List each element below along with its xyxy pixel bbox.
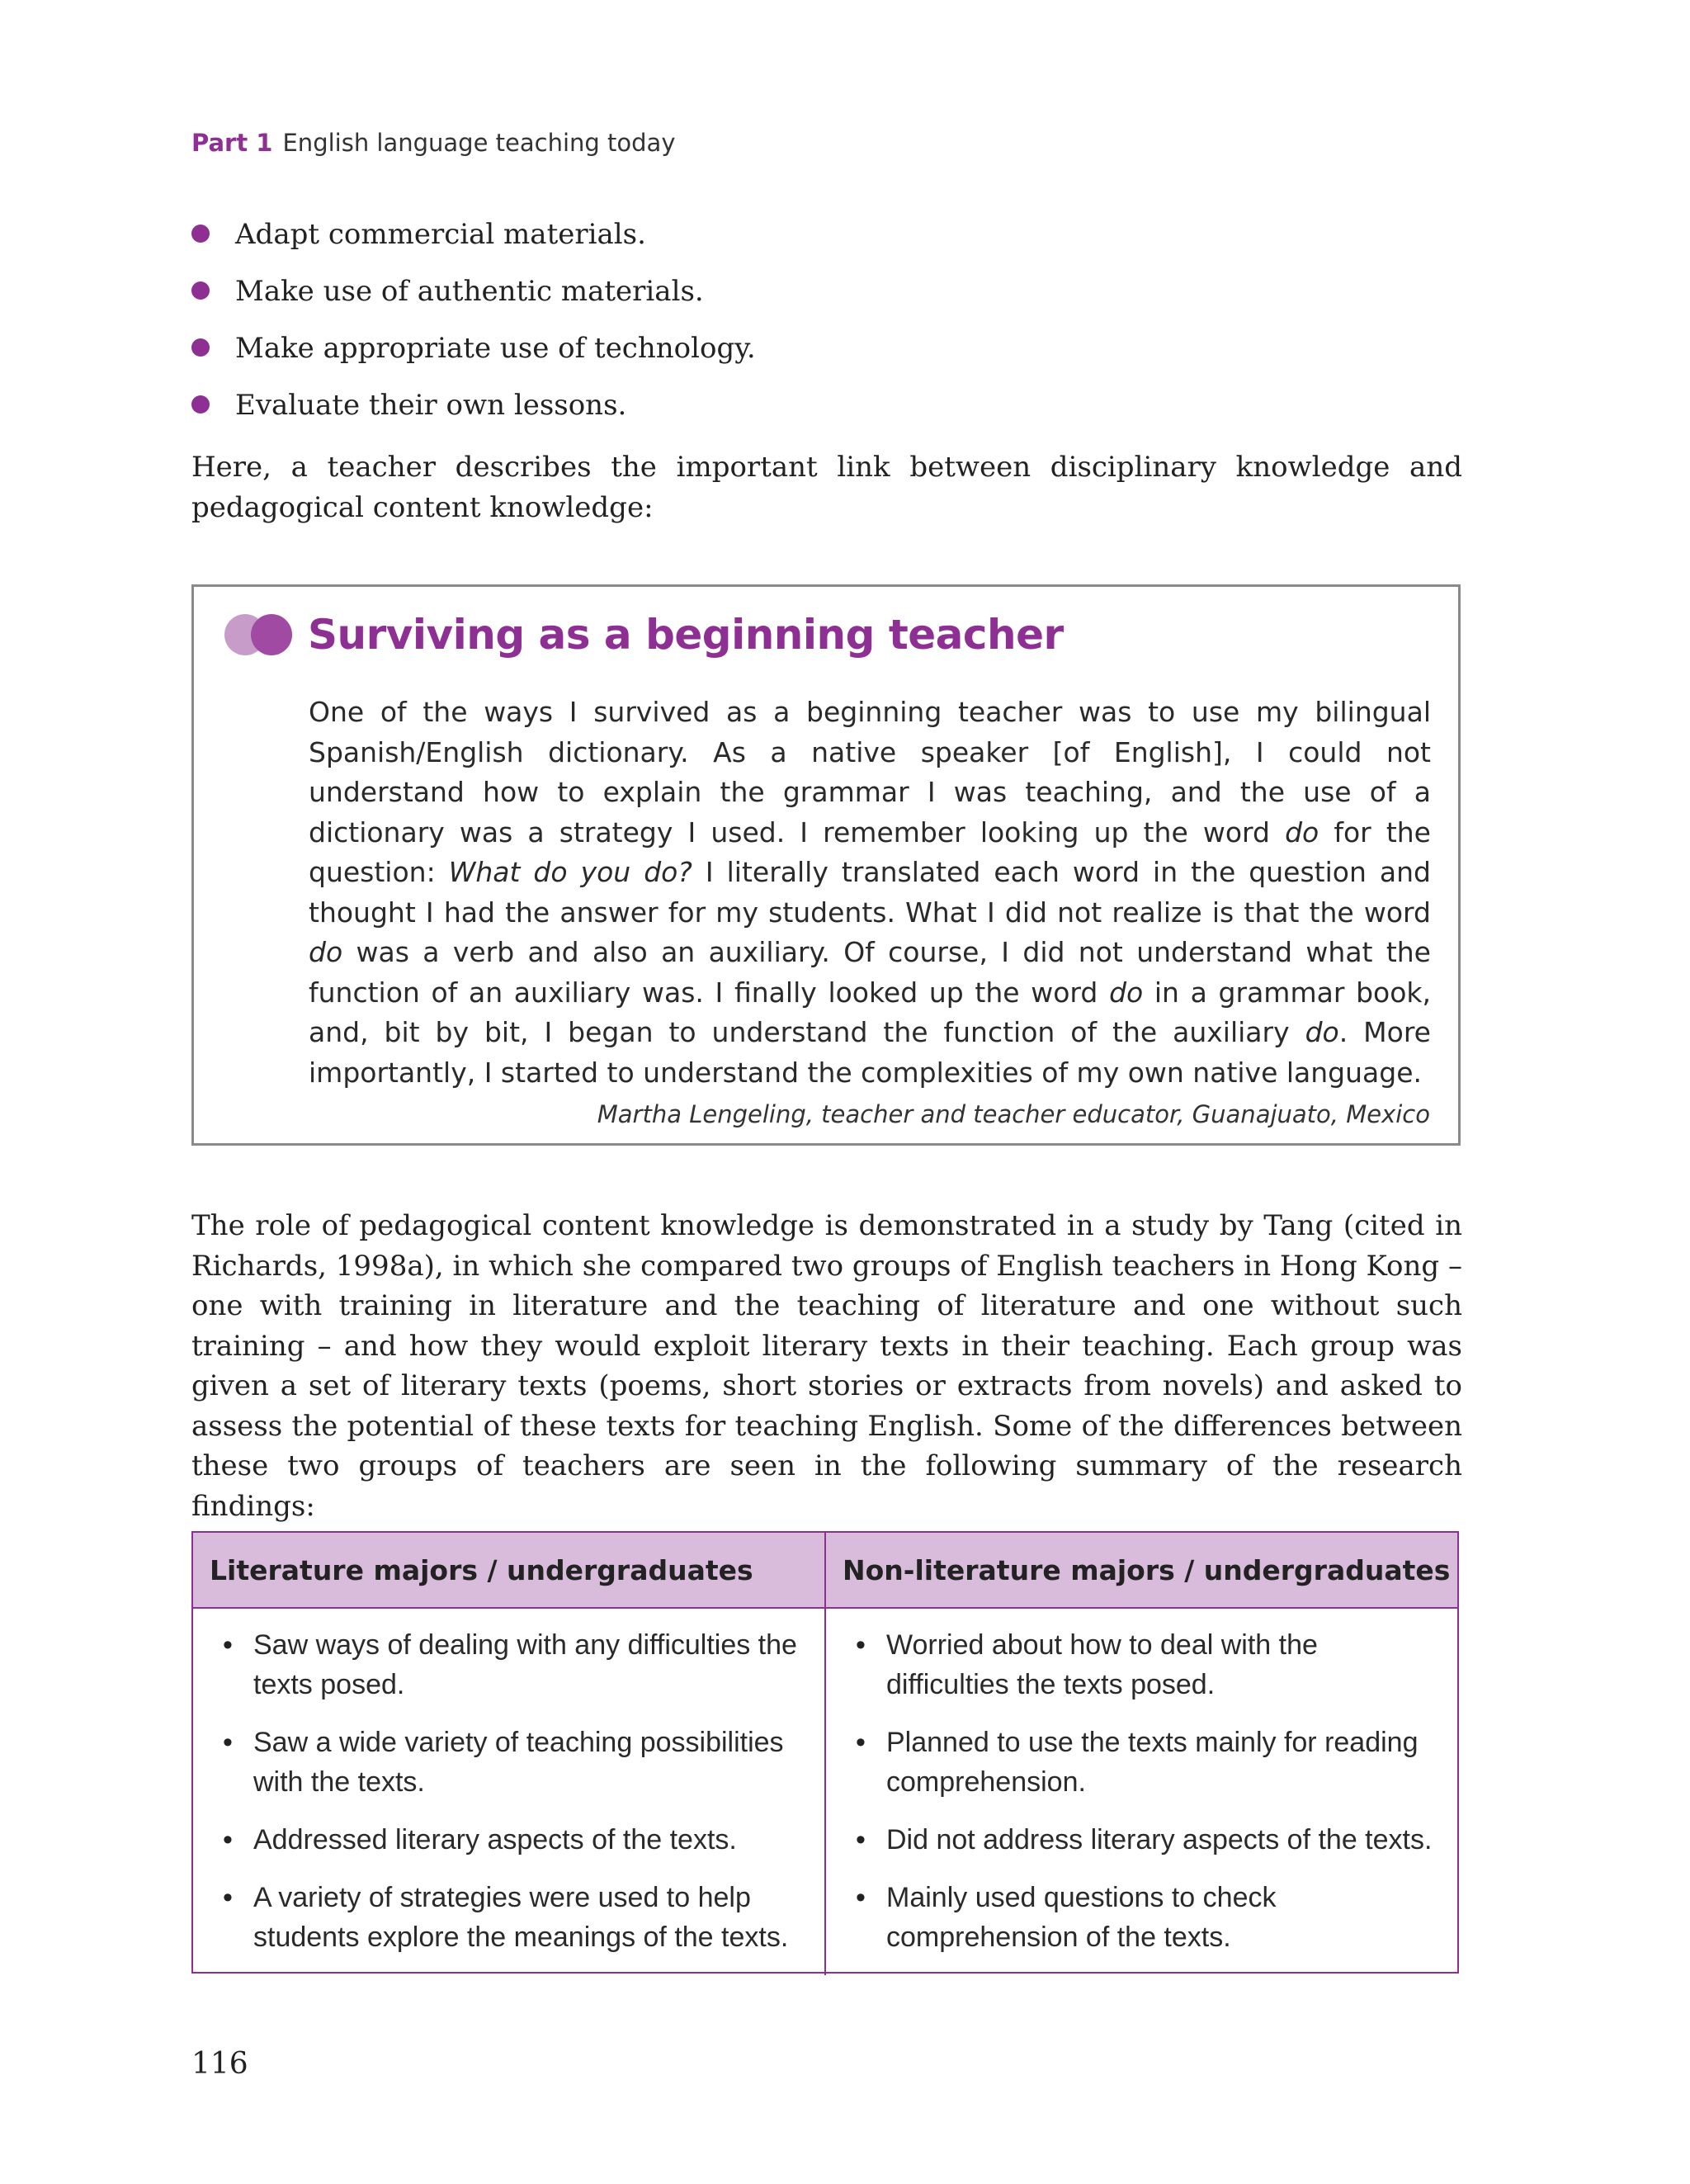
quote-text-run: for the question: — [309, 815, 1431, 888]
quote-italic-term: do — [1109, 976, 1144, 1009]
quote-italic-term: do — [1285, 815, 1319, 849]
bullet-dot-icon — [191, 338, 210, 357]
table-list-item: • Saw ways of dealing with any difficulties the texts posed. — [210, 1625, 808, 1704]
speech-bubbles-icon — [222, 612, 296, 658]
bullet-dot-icon — [191, 281, 210, 300]
non-literature-column — [826, 1609, 1457, 1975]
table-list-item: • Worried about how to deal with the difficulties the texts posed. — [843, 1625, 1441, 1704]
quote-text-run: was a verb and also an auxiliary. Of course, I did not understand what the function of an auxiliary was. I finally looked up the word — [309, 936, 1431, 1009]
quote-italic-term: What do you do? — [448, 856, 692, 888]
bullet-item — [191, 387, 1462, 423]
quote-text-run: in a grammar book, and, bit by bit, I began to understand the function of the auxiliary — [309, 976, 1431, 1048]
intro-paragraph: Here, a teacher describes the important link between disciplinary knowledge and pedagogical content knowledge: — [191, 451, 1462, 524]
bullet-text: Make appropriate use of technology. — [235, 332, 756, 365]
literature-column — [193, 1609, 826, 1975]
running-head-title: English language teaching today — [282, 129, 676, 157]
table-list-item: • Planned to use the texts mainly for reading comprehension. — [843, 1723, 1441, 1802]
bullet-text: Make use of authentic materials. — [235, 275, 704, 308]
table-list-item: • Saw a wide variety of teaching possibilities with the texts. — [210, 1723, 808, 1802]
table-list-item: • A variety of strategies were used to help students explore the meanings of the texts. — [210, 1878, 808, 1957]
table-header — [193, 1533, 1457, 1609]
quote-italic-term: do — [309, 936, 343, 968]
page-number: 116 — [191, 2047, 248, 2081]
findings-table — [191, 1531, 1459, 1974]
quote-text-run: One of the ways I survived as a beginning teacher was to use my bilingual Spanish/English dictionary. As a native speaker [of English], I could not understand how to explain the grammar I was teaching, and the use of a dictionary was a strategy I used. I remember looking up the word — [309, 696, 1431, 849]
header-literature: Literature majors / undergraduates — [193, 1533, 826, 1607]
table-list-item: • Did not address literary aspects of the texts. — [843, 1820, 1441, 1860]
role-paragraph: The role of pedagogical content knowledge is demonstrated in a study by Tang (cited in Richards, 1998a), in which she compared two groups of English teachers in Hong Kong – one with training in literature and the teaching of literature and one without such training – and how they would exploit literary texts in their teaching. Each group was given a set of literary texts (poems, short stories or extracts from novels) and asked to assess the potential of these texts for teaching English. Some of the differences between these two groups of teachers are seen in the following summary of the research findings: — [191, 1209, 1462, 1523]
bullet-dot-icon — [191, 395, 210, 414]
quote-italic-term: do — [1305, 1016, 1339, 1048]
bullet-item — [191, 273, 1462, 310]
table-list-item: • Addressed literary aspects of the texts. — [210, 1820, 808, 1860]
header-non-literature: Non-literature majors / undergraduates — [843, 1553, 1451, 1586]
running-head-part: Part 1 — [191, 129, 273, 157]
bullet-dot-icon — [191, 225, 210, 243]
bullet-text: Adapt commercial materials. — [235, 218, 646, 251]
quote-text-run: I literally translated each word in the question and thought I had the answer for my students. What I did not realize is that the word — [309, 856, 1431, 929]
quote-text-run: . More importantly, I started to understand the complexities of my own native language. — [309, 1016, 1431, 1089]
bullet-list — [191, 216, 1462, 444]
bullet-item — [191, 330, 1462, 366]
running-head — [191, 129, 675, 157]
quote-body — [309, 693, 1431, 1093]
table-body — [193, 1609, 1457, 1975]
table-list-item: • Mainly used questions to check comprehension of the texts. — [843, 1878, 1441, 1957]
quote-credit: Martha Lengeling, teacher and teacher educator, Guanajuato, Mexico — [597, 1100, 1430, 1128]
quote-title: Surviving as a beginning teacher — [308, 611, 1064, 659]
bullet-text: Evaluate their own lessons. — [235, 389, 627, 422]
quote-box — [191, 584, 1461, 1146]
bullet-item — [191, 216, 1462, 253]
